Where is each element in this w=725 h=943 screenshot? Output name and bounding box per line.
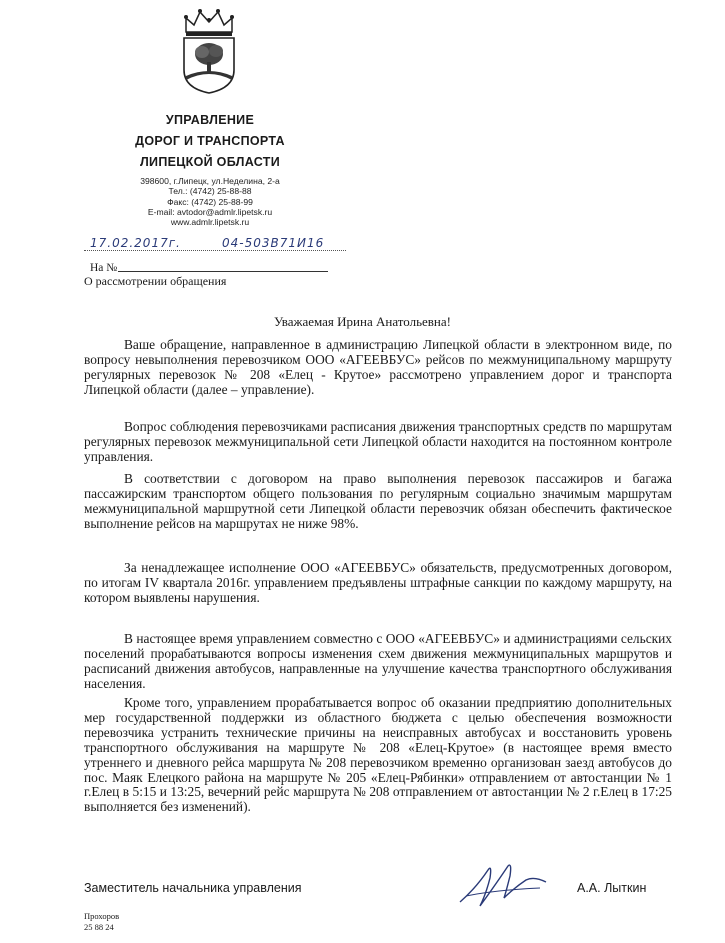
executor-name: Прохоров (84, 911, 120, 921)
executor-block (84, 911, 119, 932)
contact-block (104, 176, 316, 227)
body-paragraph-2: Вопрос соблюдения перевозчиками расписания движения транспортных средств по маршрутам регулярных перевозок межмуниципальной сети Липецкой области находится на постоянном контроле управления. (84, 419, 672, 464)
outgoing-number: 04-503В71И16 (222, 236, 325, 250)
signer-name: А.А. Лыткин (577, 881, 647, 895)
date-number-line (84, 250, 346, 252)
handwritten-signature (456, 858, 554, 914)
org-name-line-1: УПРАВЛЕНИЕ (165, 113, 255, 127)
letter-subject: О рассмотрении обращения (84, 274, 227, 288)
reference-label: На № (90, 262, 118, 274)
reference-line (118, 271, 328, 272)
organization-name (112, 110, 308, 173)
body-paragraph-4: За ненадлежащее исполнение ООО «АГЕЕВБУС» обязательств, предусмотренных договором, по итогам IV квартала 2016г. управлением предъявлены штрафные санкции по каждому маршруту, на котором выявлены нарушения. (84, 560, 672, 605)
fax: Факс: (4742) 25-88-99 (167, 196, 253, 207)
coat-of-arms-emblem (178, 8, 240, 94)
signer-position: Заместитель начальника управления (84, 881, 302, 895)
salutation: Уважаемая Ирина Анатольевна! (274, 314, 451, 329)
executor-phone: 25 88 24 (84, 921, 114, 932)
phone: Тел.: (4742) 25-88-88 (168, 186, 252, 197)
website: www.admlr.lipetsk.ru (170, 217, 250, 228)
body-paragraph-1: Ваше обращение, направленное в администрацию Липецкой области в электронном виде, по вопросу невыполнения перевозчиком ООО «АГЕЕВБУС» рейсов по межмуниципальному маршруту регулярных перевозок № 208 «Елец - Крутое» рассмотрено управлением дорог и транспорта Липецкой области (далее – управление). (84, 337, 672, 397)
org-name-line-3: ЛИПЕЦКОЙ ОБЛАСТИ (139, 155, 281, 169)
email: E-mail: avtodor@admlr.lipetsk.ru (147, 206, 273, 217)
org-name-line-2: ДОРОГ И ТРАНСПОРТА (135, 134, 285, 148)
body-paragraph-5: В настоящее время управлением совместно с ООО «АГЕЕВБУС» и администрациями сельских поселений прорабатываются вопросы изменения схем движения межмуниципальных маршрутов и расписаний движения автобусов, направленные на улучшение качества транспортного обслуживания населения. (84, 631, 672, 691)
outgoing-date: 17.02.2017г. (90, 236, 181, 250)
body-paragraph-6: Кроме того, управлением прорабатывается вопрос об оказании предприятию дополнительных мер государственной поддержки из областного бюджета с целью обеспечения возможности перевозчика устранить технические причины на неисправных автобусах и восстановить уровень транспортного обслуживания на маршруте № 208 «Елец-Крутое» (в настоящее время вместо утреннего и дневного рейса маршрута № 208 перевозчиком временно организован заезд автобусов до пос. Маяк Елецкого района на маршруте № 205 «Елец-Рябинки» отправлением от автостанции № 1 г.Елец в 5:15 и 13:25, вечерний рейс маршрута № 208 отправлением от автостанции № 2 г.Елец в 17:25 выполняется без изменений). (84, 695, 672, 815)
body-paragraph-3: В соответствии с договором на право выполнения перевозок пассажиров и багажа пассажирским транспортом общего пользования по регулярным социально значимым маршрутам межмуниципальной маршрутной сети Липецкой области перевозчик обязан обеспечить фактическое выполнение рейсов на маршрутах не ниже 98%. (84, 471, 672, 531)
address: 398600, г.Липецк, ул.Неделина, 2-а (140, 176, 280, 186)
